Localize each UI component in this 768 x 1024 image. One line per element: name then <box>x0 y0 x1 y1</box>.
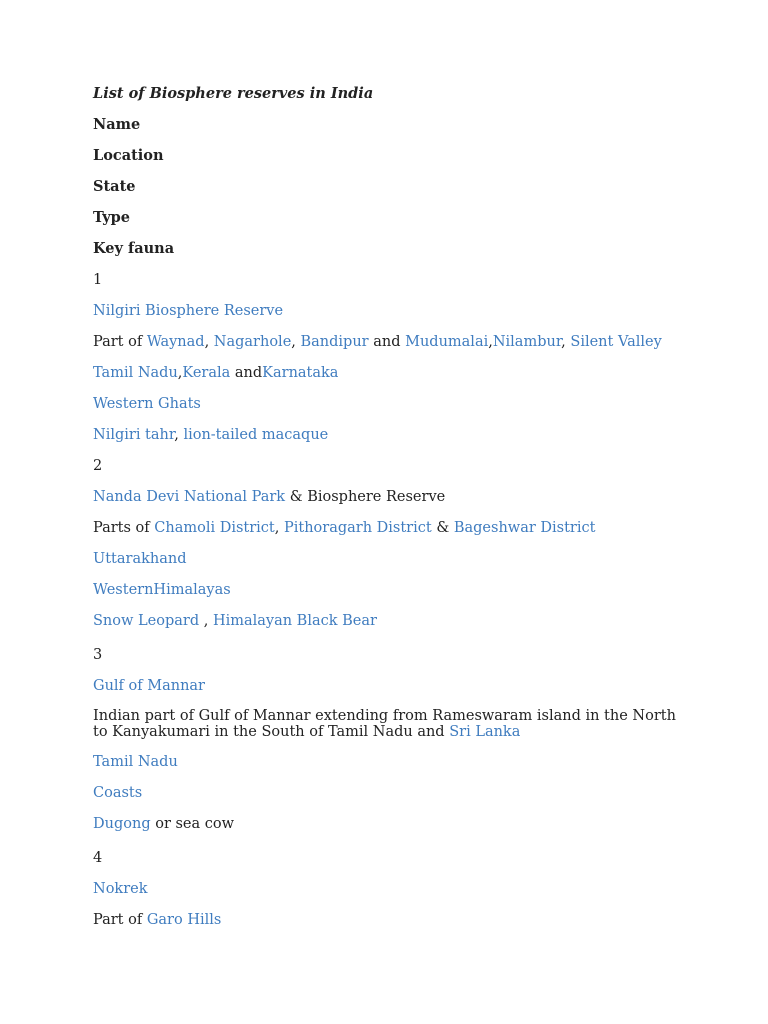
entry-number: 1 <box>93 272 103 288</box>
entry-name: Nanda Devi National Park & Biosphere Reserve <box>93 489 446 505</box>
document-page <box>93 85 693 942</box>
entry-type <box>93 581 693 599</box>
state-link[interactable]: Tamil Nadu <box>93 754 178 770</box>
entry-location: Part of Waynad, Nagarhole, Bandipur and Mudumalai,Nilambur, Silent Valley <box>93 334 662 350</box>
header-state: State <box>93 178 136 195</box>
reserve-link[interactable]: Gulf of Mannar <box>93 678 205 694</box>
state-link[interactable]: Karnataka <box>262 365 339 381</box>
place-link[interactable]: Sri Lanka <box>449 724 521 740</box>
fauna-link[interactable]: Nilgiri tahr <box>93 427 175 443</box>
place-link[interactable]: Bageshwar District <box>453 520 596 536</box>
entry-fauna: Snow Leopard , Himalayan Black Bear <box>93 613 377 629</box>
entry-fauna: Nilgiri tahr, lion-tailed macaque <box>93 427 329 443</box>
entry-number: 3 <box>93 647 103 663</box>
entry-type <box>93 395 693 413</box>
fauna-link[interactable]: Himalayan Black Bear <box>212 613 377 629</box>
place-link[interactable]: Waynad <box>146 334 205 350</box>
reserve-link[interactable]: Nokrek <box>93 881 148 897</box>
document-title: List of Biosphere reserves in India <box>93 85 374 102</box>
place-link[interactable]: Garo Hills <box>146 912 222 928</box>
state-link[interactable]: Uttarakhand <box>93 551 187 567</box>
entry-number: 4 <box>93 850 103 866</box>
entry-name <box>93 880 693 898</box>
place-link[interactable]: Nilambur <box>492 334 562 350</box>
header-type: Type <box>93 209 130 226</box>
entry-name <box>93 677 693 695</box>
entry-location: Part of Garo Hills <box>93 912 222 928</box>
place-link[interactable]: Nagarhole <box>213 334 292 350</box>
entry-number: 2 <box>93 458 103 474</box>
entry-fauna: Dugong or sea cow <box>93 816 235 832</box>
place-link[interactable]: Chamoli District <box>154 520 275 536</box>
place-link[interactable]: Silent Valley <box>570 334 662 350</box>
type-link[interactable]: Western Ghats <box>93 396 201 412</box>
place-link[interactable]: Mudumalai <box>405 334 489 350</box>
entry-state <box>93 753 693 771</box>
fauna-link[interactable]: lion-tailed macaque <box>183 427 329 443</box>
entry-state: Tamil Nadu,Kerala andKarnataka <box>93 365 339 381</box>
entry-state <box>93 550 693 568</box>
reserve-link[interactable]: Nilgiri Biosphere Reserve <box>93 303 284 319</box>
place-link[interactable]: Bandipur <box>300 334 369 350</box>
state-link[interactable]: Tamil Nadu <box>93 365 178 381</box>
type-link[interactable]: WesternHimalayas <box>93 582 231 598</box>
entry-name <box>93 302 693 320</box>
state-link[interactable]: Kerala <box>182 365 231 381</box>
fauna-link[interactable]: Snow Leopard <box>93 613 200 629</box>
fauna-link[interactable]: Dugong <box>93 816 151 832</box>
entry-location: Parts of Chamoli District, Pithoragarh District & Bageshwar District <box>93 520 596 536</box>
header-location: Location <box>93 147 164 164</box>
type-link[interactable]: Coasts <box>93 785 143 801</box>
reserve-link[interactable]: Nanda Devi National Park <box>93 489 286 505</box>
header-name: Name <box>93 116 141 133</box>
header-key-fauna: Key fauna <box>93 240 175 257</box>
entry-location: Indian part of Gulf of Mannar extending from Rameswaram island in the North to Kanyakumari in the South of Tamil Nadu and Sri Lanka <box>93 708 676 740</box>
entry-type <box>93 784 693 802</box>
place-link[interactable]: Pithoragarh District <box>283 520 432 536</box>
